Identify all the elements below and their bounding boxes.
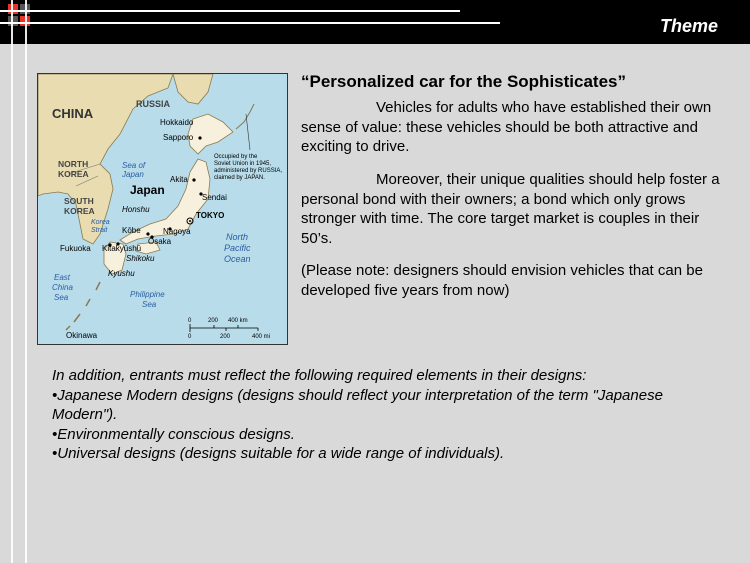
label-north-korea-1: NORTH	[58, 159, 89, 169]
label-east-china-3: Sea	[54, 293, 69, 302]
requirements-block	[52, 366, 692, 464]
label-okinawa: Okinawa	[66, 331, 98, 340]
scale-200-km: 200	[208, 318, 219, 324]
japan-map	[37, 73, 288, 345]
label-akita: Akita	[170, 175, 188, 184]
decor-square-red	[8, 4, 18, 14]
scale-0-mi: 0	[188, 334, 192, 340]
label-kyushu: Kyushu	[108, 269, 135, 278]
decor-square-dark	[8, 16, 18, 26]
label-north-pacific-2: Pacific	[224, 243, 251, 253]
scale-400-mi: 400 mi	[252, 334, 271, 340]
label-north-pacific-3: Ocean	[224, 254, 251, 264]
label-philippine-2: Sea	[142, 300, 157, 309]
label-east-china-2: China	[52, 283, 73, 292]
label-occupied-1: Occupied by the	[214, 154, 258, 160]
scale-bar	[188, 318, 270, 340]
label-occupied-2: Soviet Union in 1945,	[214, 161, 272, 167]
label-honshu: Honshu	[122, 205, 150, 214]
scale-0-km: 0	[188, 318, 192, 324]
paragraph-1	[301, 98, 731, 157]
akita-dot	[192, 178, 195, 181]
label-kitakyushu: Kitakyūshū	[102, 244, 142, 253]
label-kobe: Kōbe	[122, 226, 141, 235]
label-china: CHINA	[52, 106, 94, 121]
label-tokyo: TOKYO	[196, 211, 225, 220]
hokkaido-shape	[188, 114, 233, 154]
kuril-pointer	[246, 114, 250, 150]
theme-heading: “Personalized car for the Sophisticates”	[301, 72, 626, 91]
decor-vline-1	[11, 0, 13, 563]
label-north-korea-2: KOREA	[58, 169, 89, 179]
label-sea-of-japan-2: Japan	[122, 170, 144, 179]
label-japan: Japan	[130, 183, 165, 197]
requirement-item: •Japanese Modern designs (designs should reflect your interpretation of the term "Japanese Modern").	[52, 386, 663, 423]
label-fukuoka: Fukuoka	[60, 244, 91, 253]
label-philippine-1: Philippine	[130, 290, 165, 299]
scale-200-mi: 200	[220, 334, 231, 340]
paragraph-2-text: Moreover, their unique qualities should help foster a personal bond with their owners; a bond which only grows stronger with time. The core target market is couples in their 50’s.	[301, 171, 720, 247]
kobe-dot	[146, 232, 149, 235]
label-north-pacific-1: North	[226, 232, 249, 242]
paragraph-1-text: Vehicles for adults who have established their own sense of value: these vehicles should be both attractive and exciting to drive.	[301, 99, 712, 155]
paragraph-2	[301, 170, 731, 248]
label-occupied-3: administered by RUSSIA,	[214, 168, 283, 174]
label-sapporo: Sapporo	[163, 133, 194, 142]
requirement-item: •Environmentally conscious designs.	[52, 425, 295, 443]
paragraph-3: (Please note: designers should envision vehicles that can be developed five years from now)	[301, 262, 703, 299]
label-sea-of-japan-1: Sea of	[122, 161, 146, 170]
label-east-china-1: East	[54, 273, 71, 282]
label-shikoku: Shikoku	[126, 254, 155, 263]
label-occupied-4: claimed by JAPAN.	[214, 175, 265, 181]
label-sendai: Sendai	[202, 193, 227, 202]
label-korea-strait-2: Strait	[91, 227, 108, 234]
label-osaka: Ōsaka	[148, 237, 172, 246]
scale-400-km: 400 km	[228, 318, 248, 324]
label-south-korea-2: KOREA	[64, 206, 95, 216]
label-korea-strait-1: Korea	[91, 219, 110, 226]
label-nagoya: Nagoya	[163, 227, 191, 236]
decor-vline-2	[25, 0, 27, 563]
kuril-islands	[236, 104, 254, 129]
label-russia: RUSSIA	[136, 99, 171, 109]
sapporo-dot	[198, 136, 201, 139]
label-hokkaido: Hokkaido	[160, 118, 194, 127]
decor-line-1	[0, 10, 460, 12]
label-south-korea-1: SOUTH	[64, 196, 94, 206]
requirements-intro: In addition, entrants must reflect the following required elements in their designs:	[52, 367, 587, 384]
decor-line-2	[0, 22, 500, 24]
tokyo-center	[189, 220, 191, 222]
russia-shape	[173, 74, 213, 104]
theme-title: Theme	[659, 16, 718, 36]
requirement-item: •Universal designs (designs suitable for a wide range of individuals).	[52, 445, 505, 462]
